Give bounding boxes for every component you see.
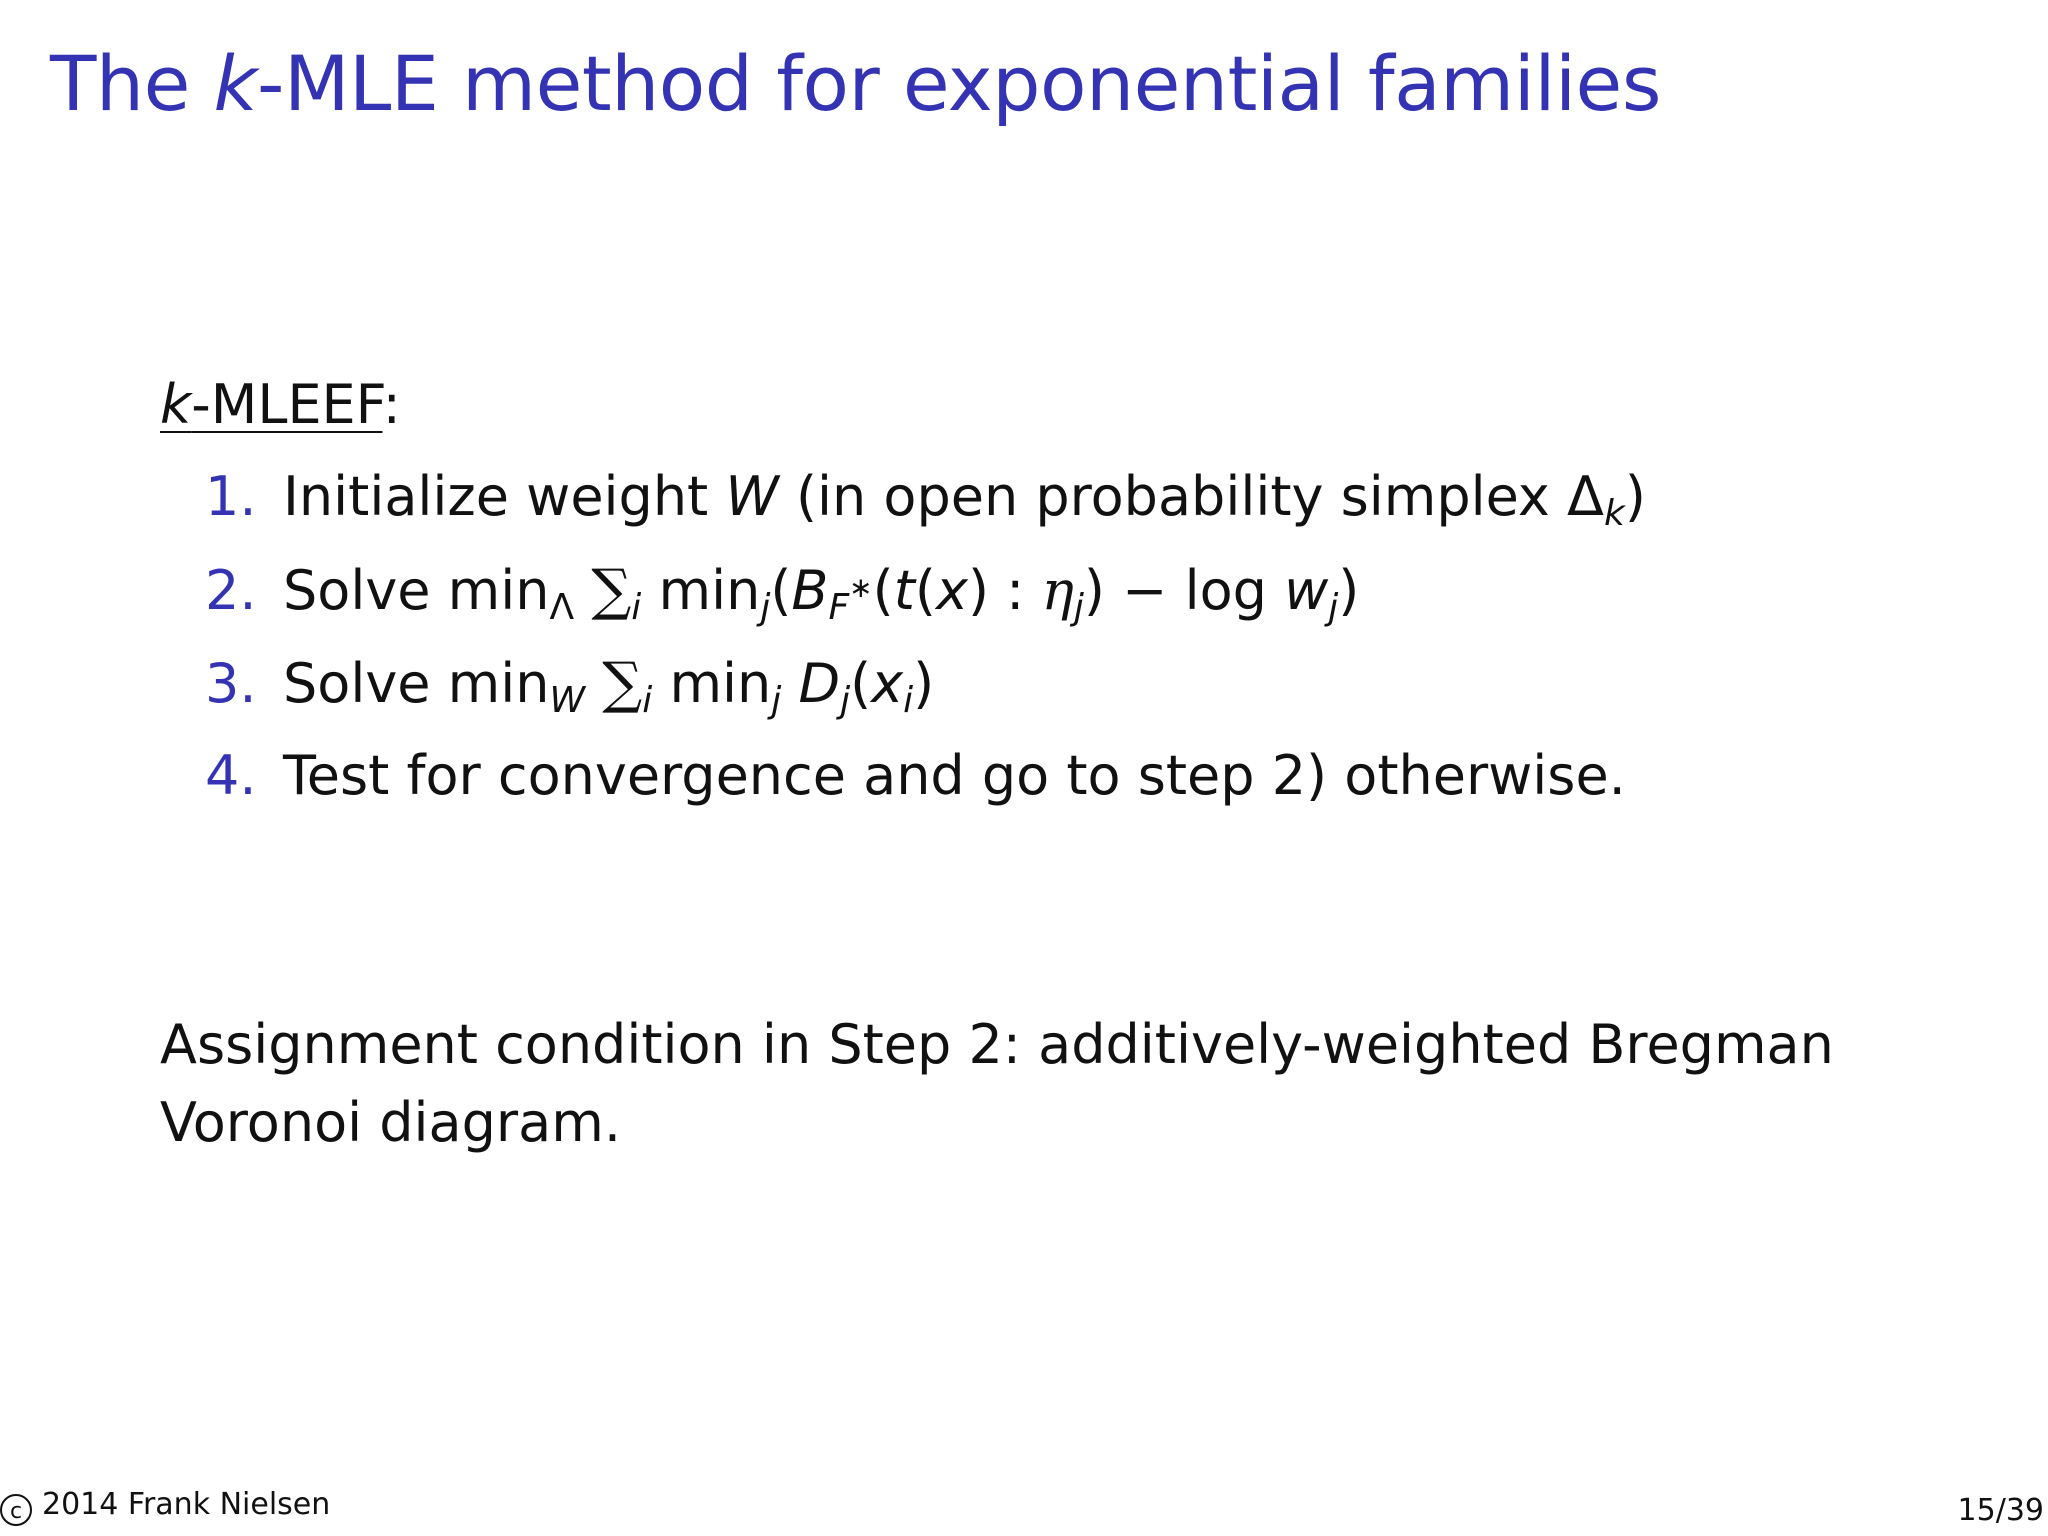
copyright-icon: c xyxy=(0,1494,32,1526)
step-number: 3. xyxy=(205,652,257,715)
algorithm-steps xyxy=(205,465,1646,842)
footer-copyright xyxy=(0,1487,331,1526)
step-number: 4. xyxy=(205,744,257,807)
step-item xyxy=(205,651,1646,749)
title-suffix: -MLE method for exponential families xyxy=(257,39,1661,128)
step-item xyxy=(205,558,1646,656)
page-number: 15/39 xyxy=(1957,1493,2044,1528)
step-number: 2. xyxy=(205,559,257,622)
step-item xyxy=(205,744,1646,842)
algorithm-heading xyxy=(160,373,401,436)
algorithm-name-rest: -MLEEF xyxy=(191,373,383,436)
step-text: Initialize weight W (in open probability simplex $\Delta_k$) xyxy=(283,465,1646,534)
copyright-text: 2014 Frank Nielsen xyxy=(42,1487,331,1522)
title-prefix: The xyxy=(50,39,214,128)
algorithm-name-k: k xyxy=(160,373,192,436)
step-text: Test for convergence and go to step 2) otherwise. xyxy=(283,744,1626,807)
algorithm-heading-colon: : xyxy=(382,373,401,436)
algorithm-name xyxy=(160,373,383,436)
assignment-note: Assignment condition in Step 2: additively-weighted Bregman Voronoi diagram. xyxy=(160,1013,1834,1154)
step-item xyxy=(205,465,1646,563)
slide-title xyxy=(50,39,1661,128)
title-k-variable: k xyxy=(213,39,258,128)
step-text: Solve $\min_W \sum_i$ $\min_j D_j(x_i)$ xyxy=(283,651,935,721)
step-number: 1. xyxy=(205,465,257,528)
step-text: Solve $\min_\Lambda \sum_i$ $\min_j(B_{F^∗}(t(x)$ : $\eta_j) - \log w_j$) xyxy=(283,558,1360,628)
